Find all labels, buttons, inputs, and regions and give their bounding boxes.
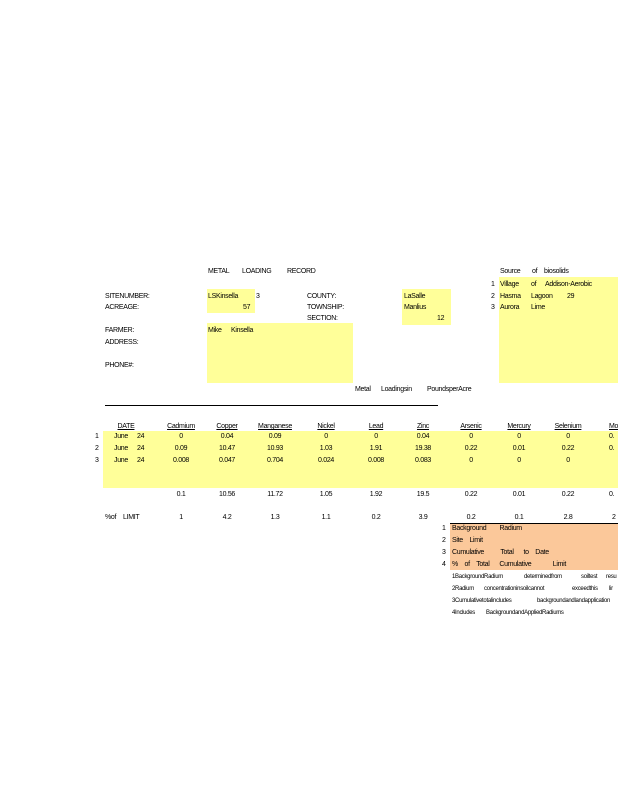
acreage-label: ACREAGE:	[105, 304, 139, 311]
row-day: 24	[137, 433, 145, 440]
table-cell: 0.008	[172, 457, 190, 464]
row-number: 1	[95, 433, 99, 440]
table-cell: 0	[324, 433, 328, 440]
column-header: DATE	[117, 423, 135, 430]
table-cell: 0	[517, 433, 521, 440]
note-text: determinedfrom	[524, 574, 562, 580]
table-cell: 0.04	[416, 433, 430, 440]
source-item-a: Aurora	[500, 304, 520, 311]
title-word-2: LOADING	[242, 268, 272, 275]
source-item-c: Addison-Aerobic	[545, 281, 592, 288]
row-day: 24	[137, 445, 145, 452]
legend-number: 2	[442, 537, 446, 544]
total-cell: 0.	[609, 491, 615, 498]
subtitle-word-1: Metal	[355, 386, 371, 393]
column-header: Selenium	[554, 423, 582, 430]
county-label: COUNTY:	[307, 293, 337, 300]
note-text: soiltest	[581, 574, 598, 580]
total-cell: 10.56	[218, 491, 236, 498]
note-text: resu	[606, 574, 617, 580]
limit-cell: 2	[612, 514, 616, 521]
county-value: LaSalle	[404, 293, 426, 300]
table-cell: 0.04	[220, 433, 234, 440]
divider-line	[105, 405, 438, 406]
township-value: Manlius	[404, 304, 427, 311]
table-cell: 10.93	[266, 445, 284, 452]
table-cell: 0.	[609, 445, 615, 452]
table-cell: 0	[469, 457, 473, 464]
row-month: June	[114, 457, 128, 464]
row-month: June	[114, 433, 128, 440]
source-header-3: biosolids	[544, 268, 569, 275]
table-cell: 0	[469, 433, 473, 440]
total-cell: 11.72	[267, 491, 283, 498]
subtitle-word-2: Loadingsin	[381, 386, 412, 393]
column-header: Manganese	[258, 423, 292, 430]
row-month: June	[114, 445, 128, 452]
table-cell: 0.	[609, 433, 615, 440]
limit-cell: 2.8	[563, 514, 573, 521]
note-text: exceedthis	[572, 586, 598, 592]
legend-text: Background Radium	[452, 525, 522, 532]
source-item-a: Hasma	[500, 293, 521, 300]
limit-cell: 0.2	[466, 514, 476, 521]
table-cell: 0.22	[464, 445, 478, 452]
table-cell: 0.047	[218, 457, 236, 464]
farmer-label: FARMER:	[105, 327, 135, 334]
note-text: concentrationinsoilcannot	[484, 586, 545, 592]
title-word-1: METAL	[208, 268, 230, 275]
source-header-1: Source	[500, 268, 521, 275]
farmer-last: Kinsella	[231, 327, 254, 334]
legend-number: 3	[442, 549, 446, 556]
table-cell: 0.704	[266, 457, 284, 464]
legend-number: 1	[442, 525, 446, 532]
address-label: ADDRESS:	[105, 339, 139, 346]
table-cell: 0	[179, 433, 183, 440]
section-label: SECTION:	[307, 315, 338, 322]
total-cell: 0.1	[176, 491, 186, 498]
limit-label-2: LIMIT	[123, 514, 140, 521]
table-cell: 0.09	[268, 433, 282, 440]
source-header-2: of	[532, 268, 538, 275]
column-header: Arsenic	[460, 423, 482, 430]
legend-text: Cumulative Total to Date	[452, 549, 549, 556]
subtitle-word-3: PoundsperAcre	[427, 386, 472, 393]
note-text: 3Cumulativetotalincludes	[452, 598, 512, 604]
limit-cell: 1.1	[321, 514, 331, 521]
table-cell: 1.91	[369, 445, 383, 452]
column-header: Copper	[216, 423, 238, 430]
table-cell: 0.083	[414, 457, 432, 464]
column-header: Mo	[609, 423, 618, 430]
legend-text: Site Limit	[452, 537, 483, 544]
total-cell: 0.22	[464, 491, 478, 498]
row-number: 2	[95, 445, 99, 452]
sitenumber-extra: 3	[256, 293, 260, 300]
source-item-b: of	[531, 281, 537, 288]
source-item-b: Lime	[531, 304, 545, 311]
source-item-number: 3	[491, 304, 495, 311]
column-header: Nickel	[317, 423, 335, 430]
table-cell: 10.47	[218, 445, 236, 452]
farmer-first: Mike	[208, 327, 222, 334]
note-text: BackgroundandAppliedRadiums	[486, 610, 564, 616]
table-cell: 0	[374, 433, 378, 440]
limit-cell: 0.2	[371, 514, 381, 521]
legend-text: % of Total Cumulative Limit	[452, 561, 567, 568]
sitenumber-value: LSKinsella	[208, 293, 239, 300]
township-label: TOWNSHIP:	[307, 304, 344, 311]
table-cell: 0	[566, 457, 570, 464]
limit-cell: 3.9	[418, 514, 428, 521]
column-header: Lead	[368, 423, 384, 430]
phone-label: PHONE#:	[105, 362, 134, 369]
source-item-number: 1	[491, 281, 495, 288]
note-text: 4Includes	[452, 610, 475, 616]
table-cell: 0	[517, 457, 521, 464]
note-text: lir	[609, 586, 613, 592]
limit-cell: 1	[179, 514, 183, 521]
table-cell: 0.09	[174, 445, 188, 452]
total-cell: 19.5	[416, 491, 430, 498]
source-item-a: Village	[500, 281, 519, 288]
note-text: 2Radium	[452, 586, 474, 592]
limit-cell: 0.1	[514, 514, 524, 521]
source-item-b: Lagoon	[531, 293, 553, 300]
source-item-c: 29	[567, 293, 575, 300]
source-item-number: 2	[491, 293, 495, 300]
table-cell: 19.38	[414, 445, 432, 452]
note-text: 1BackgroundRadium	[452, 574, 503, 580]
title-word-3: RECORD	[287, 268, 316, 275]
total-cell: 0.01	[512, 491, 526, 498]
note-text: backgroundandlandapplication	[537, 598, 610, 604]
section-value: 12	[437, 315, 445, 322]
total-cell: 1.05	[319, 491, 333, 498]
column-header: Cadmium	[167, 423, 195, 430]
acreage-value: 57	[243, 304, 251, 311]
legend-number: 4	[442, 561, 446, 568]
limit-label: %of	[105, 514, 117, 521]
table-cell: 0.024	[317, 457, 335, 464]
total-cell: 1.92	[369, 491, 383, 498]
column-header: Zinc	[416, 423, 430, 430]
table-cell: 0	[566, 433, 570, 440]
table-cell: 0.01	[512, 445, 526, 452]
farmer-cell	[207, 323, 353, 383]
table-cell: 0.22	[561, 445, 575, 452]
limit-cell: 1.3	[270, 514, 280, 521]
row-day: 24	[137, 457, 145, 464]
column-header: Mercury	[507, 423, 531, 430]
limit-cell: 4.2	[222, 514, 232, 521]
table-cell: 0.008	[367, 457, 385, 464]
row-number: 3	[95, 457, 99, 464]
table-cell: 1.03	[319, 445, 333, 452]
sitenumber-label: SITENUMBER:	[105, 293, 150, 300]
total-cell: 0.22	[561, 491, 575, 498]
